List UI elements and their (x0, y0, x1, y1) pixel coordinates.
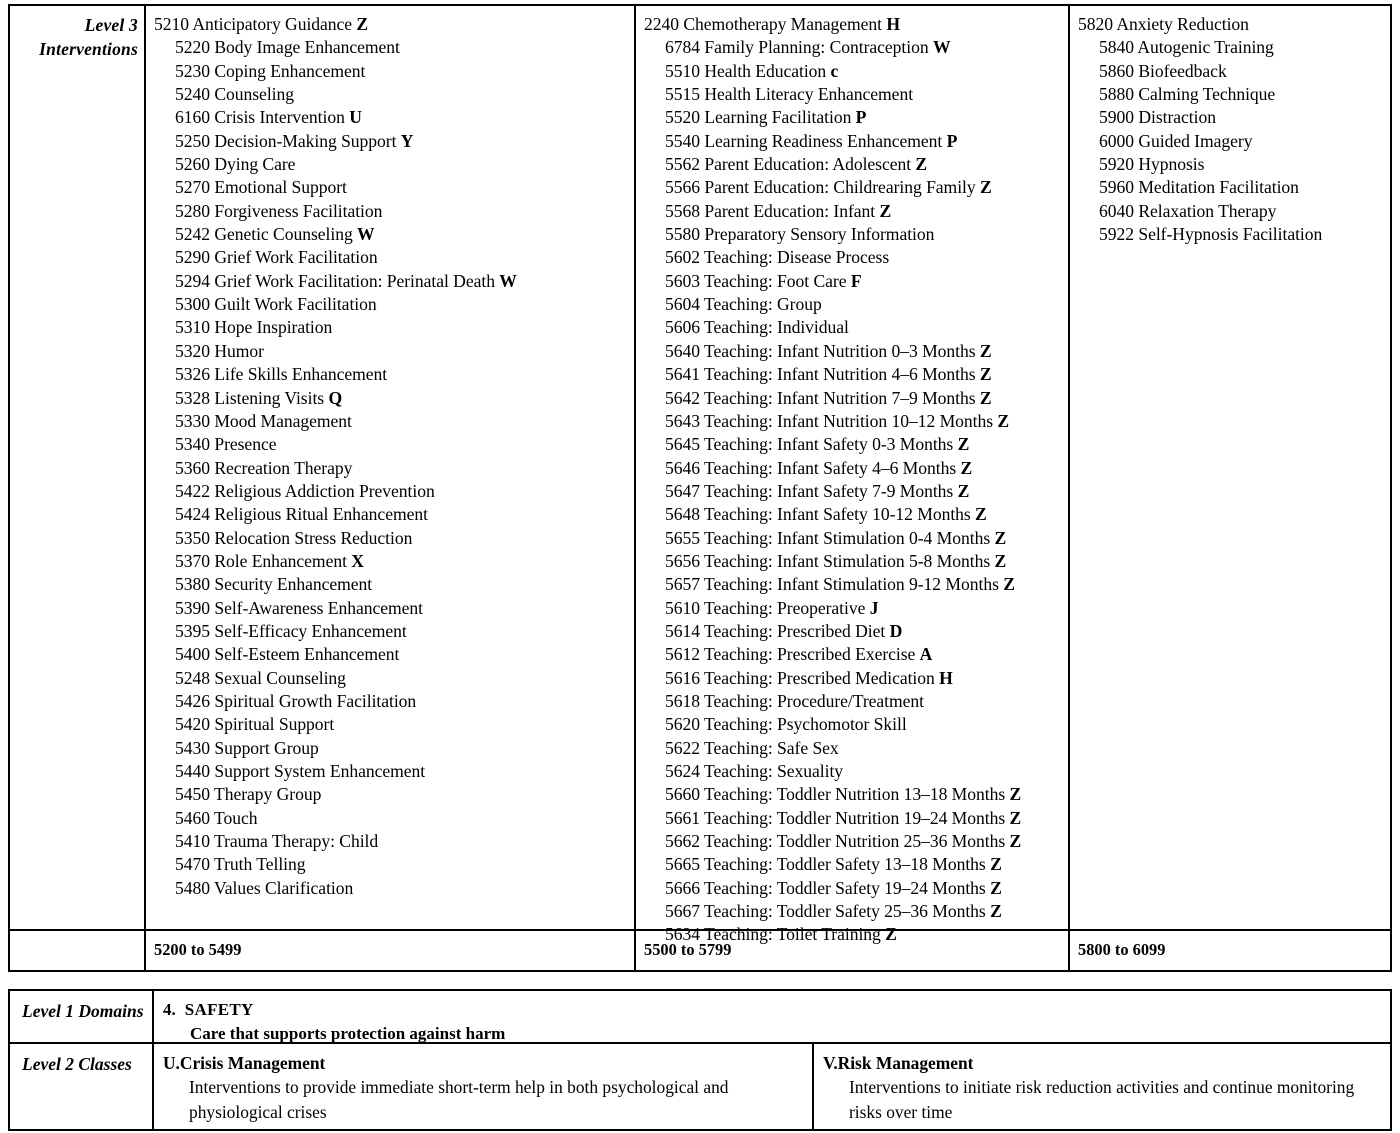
intervention-item (154, 550, 630, 573)
intervention-item (154, 877, 630, 900)
intervention-label: 5340 Presence (175, 434, 277, 455)
intervention-item (644, 853, 1064, 876)
intervention-item (644, 760, 1064, 783)
intervention-item (644, 597, 1064, 620)
intervention-item (154, 293, 630, 316)
intervention-label: 5220 Body Image Enhancement (175, 37, 400, 58)
intervention-class-tag: Z (356, 14, 369, 34)
intervention-label: 5568 Parent Education: Infant (665, 200, 880, 221)
intervention-item (1078, 106, 1386, 129)
intervention-label: 5840 Autogenic Training (1099, 37, 1274, 58)
domain-cell (154, 991, 1390, 1042)
domain-description: Care that supports protection against harm (190, 1024, 506, 1043)
class-v-description: Interventions to initiate risk reduction activities and continue monitoring risks over time (849, 1077, 1355, 1122)
intervention-label: 5426 Spiritual Growth Facilitation (175, 690, 417, 711)
intervention-item (644, 363, 1064, 386)
domain-class-table (8, 989, 1392, 1131)
intervention-item (154, 643, 630, 666)
intervention-item (154, 760, 630, 783)
intervention-item (154, 667, 630, 690)
intervention-item (644, 900, 1064, 923)
intervention-item (644, 200, 1064, 223)
intervention-label: 5350 Relocation Stress Reduction (175, 527, 413, 548)
intervention-item (154, 316, 630, 339)
intervention-label: 5667 Teaching: Toddler Safety 25–36 Months (665, 901, 991, 922)
intervention-item (644, 690, 1064, 713)
class-u-description: Interventions to provide immediate short-term help in both psychological and physiological crises (189, 1077, 729, 1122)
intervention-item (644, 13, 1064, 36)
intervention-class-tag: Z (979, 340, 992, 361)
intervention-item (1078, 153, 1386, 176)
intervention-label: 5430 Support Group (175, 737, 319, 758)
intervention-label: 5370 Role Enhancement (175, 550, 352, 571)
intervention-label: 5920 Hypnosis (1099, 154, 1205, 175)
intervention-class-tag: D (889, 620, 903, 641)
intervention-label: 6040 Relaxation Therapy (1099, 200, 1277, 221)
intervention-class-tag: Z (990, 854, 1002, 875)
intervention-label: 5480 Values Clarification (175, 877, 354, 898)
intervention-item (1078, 60, 1386, 83)
intervention-item (644, 106, 1064, 129)
intervention-item (644, 527, 1064, 550)
intervention-label: 5290 Grief Work Facilitation (175, 247, 378, 268)
intervention-label: 5640 Teaching: Infant Nutrition 0–3 Months (665, 340, 980, 361)
intervention-item (644, 83, 1064, 106)
intervention-item (1078, 176, 1386, 199)
code-range-column-3: 5800 to 6099 (1078, 940, 1166, 959)
intervention-label: 5540 Learning Readiness Enhancement (665, 130, 947, 151)
intervention-label: 5602 Teaching: Disease Process (665, 247, 890, 268)
intervention-item (644, 60, 1064, 83)
intervention-item (644, 36, 1064, 59)
intervention-label: 5648 Teaching: Infant Safety 10-12 Months (665, 504, 976, 525)
class-cell-v (814, 1044, 1390, 1129)
intervention-item (154, 713, 630, 736)
intervention-item (154, 597, 630, 620)
intervention-item (154, 737, 630, 760)
intervention-label: 5310 Hope Inspiration (175, 317, 333, 338)
intervention-item (644, 246, 1064, 269)
intervention-item (644, 737, 1064, 760)
intervention-item (1078, 83, 1386, 106)
intervention-label: 5294 Grief Work Facilitation: Perinatal Death (175, 270, 500, 291)
intervention-label: 5270 Emotional Support (175, 177, 347, 198)
intervention-item (644, 550, 1064, 573)
intervention-item (644, 270, 1064, 293)
intervention-item (154, 573, 630, 596)
intervention-label: 5424 Religious Ritual Enhancement (175, 504, 428, 525)
intervention-label: 5657 Teaching: Infant Stimulation 9-12 Months (665, 574, 1004, 595)
intervention-item (644, 643, 1064, 666)
intervention-class-tag: P (855, 107, 867, 128)
intervention-item (644, 223, 1064, 246)
intervention-item (154, 60, 630, 83)
intervention-label: 6000 Guided Imagery (1099, 130, 1253, 151)
intervention-label: 5562 Parent Education: Adolescent (665, 154, 916, 175)
intervention-item (154, 200, 630, 223)
intervention-item (154, 410, 630, 433)
intervention-item (644, 387, 1064, 410)
intervention-label: 5610 Teaching: Preoperative (665, 597, 870, 618)
intervention-label: 5604 Teaching: Group (665, 294, 822, 315)
intervention-item (154, 246, 630, 269)
intervention-label: 5612 Teaching: Prescribed Exercise (665, 644, 920, 665)
intervention-class-tag: Z (1009, 831, 1022, 852)
intervention-label: 5260 Dying Care (175, 154, 296, 175)
intervention-label: 5300 Guilt Work Facilitation (175, 294, 377, 315)
intervention-class-tag: W (357, 224, 375, 245)
intervention-label: 5661 Teaching: Toddler Nutrition 19–24 Months (665, 807, 1010, 828)
intervention-label: 5622 Teaching: Safe Sex (665, 737, 839, 758)
code-range-column-2: 5500 to 5799 (636, 931, 1070, 970)
intervention-item (644, 480, 1064, 503)
intervention-class-tag: Z (979, 177, 992, 198)
domain-name: SAFETY (184, 1000, 254, 1019)
intervention-label: 5645 Teaching: Infant Safety 0-3 Months (665, 434, 958, 455)
intervention-item (154, 83, 630, 106)
intervention-item (644, 503, 1064, 526)
intervention-class-tag: Z (997, 410, 1010, 431)
intervention-label: 5620 Teaching: Psychomotor Skill (665, 714, 907, 735)
interventions-column-1 (146, 6, 636, 929)
intervention-item (1078, 223, 1386, 246)
intervention-item (154, 783, 630, 806)
intervention-class-tag: Z (1009, 807, 1022, 828)
intervention-item (154, 340, 630, 363)
intervention-item (644, 153, 1064, 176)
intervention-label: 5390 Self-Awareness Enhancement (175, 597, 423, 618)
intervention-class-tag: P (946, 130, 958, 151)
level3-label-line-2: Interventions (39, 38, 138, 59)
level2-classes-row (10, 1044, 1390, 1129)
intervention-label: 5520 Learning Facilitation (665, 107, 856, 128)
intervention-item (154, 13, 630, 36)
intervention-class-tag: W (499, 270, 517, 291)
intervention-label: 6784 Family Planning: Contraception (665, 37, 933, 58)
domain-title (163, 998, 1380, 1022)
intervention-item (644, 807, 1064, 830)
intervention-label: 5960 Meditation Facilitation (1099, 177, 1299, 198)
intervention-label: 5240 Counseling (175, 84, 294, 105)
intervention-label: 5280 Forgiveness Facilitation (175, 200, 383, 221)
intervention-label: 5624 Teaching: Sexuality (665, 761, 844, 781)
class-cell-u (154, 1044, 814, 1129)
intervention-item (154, 830, 630, 853)
level3-row-label (10, 6, 146, 929)
intervention-item (154, 503, 630, 526)
intervention-label: 5666 Teaching: Toddler Safety 19–24 Months (665, 877, 991, 898)
intervention-item (644, 410, 1064, 433)
intervention-class-tag: Z (1009, 784, 1022, 805)
intervention-item (154, 106, 630, 129)
intervention-class-tag: A (919, 644, 933, 665)
intervention-label: 5566 Parent Education: Childrearing Family (665, 177, 980, 198)
intervention-class-tag: J (869, 597, 879, 618)
intervention-label: 5330 Mood Management (175, 410, 352, 431)
intervention-label: 5250 Decision-Making Support (175, 130, 401, 151)
intervention-item (154, 223, 630, 246)
footer-label-spacer (10, 931, 146, 970)
intervention-item (154, 620, 630, 643)
intervention-item (644, 130, 1064, 153)
intervention-item (154, 480, 630, 503)
level3-label-line-1: Level 3 (84, 15, 138, 35)
intervention-item (154, 527, 630, 550)
intervention-class-tag: Z (994, 527, 1007, 548)
intervention-label: 5230 Coping Enhancement (175, 60, 366, 81)
intervention-class-tag: Z (979, 387, 992, 408)
intervention-class-tag: Z (990, 877, 1002, 898)
class-v-title: V.Risk Management (823, 1053, 974, 1073)
intervention-class-tag: Z (957, 480, 970, 501)
level1-domains-label: Level 1 Domains (10, 991, 154, 1042)
intervention-label: 5642 Teaching: Infant Nutrition 7–9 Months (665, 387, 980, 408)
intervention-class-tag: Z (957, 434, 970, 455)
intervention-item (154, 387, 630, 410)
intervention-item (154, 36, 630, 59)
intervention-label: 5400 Self-Esteem Enhancement (175, 644, 400, 665)
intervention-class-tag: F (850, 270, 862, 291)
intervention-label: 5603 Teaching: Foot Care (665, 270, 851, 291)
intervention-class-tag: Y (400, 130, 414, 151)
intervention-label: 5616 Teaching: Prescribed Medication (665, 667, 940, 688)
intervention-label: 5634 Teaching: Toilet Training (665, 924, 886, 945)
intervention-item (154, 130, 630, 153)
intervention-item (644, 316, 1064, 339)
intervention-item (154, 270, 630, 293)
interventions-column-2 (636, 6, 1070, 945)
intervention-class-tag: X (351, 550, 364, 571)
intervention-item (154, 433, 630, 456)
intervention-label: 5922 Self-Hypnosis Facilitation (1099, 224, 1323, 245)
intervention-label: 5820 Anxiety Reduction (1078, 14, 1249, 34)
intervention-item (644, 457, 1064, 480)
intervention-label: 5515 Health Literacy Enhancement (665, 84, 914, 105)
intervention-item (644, 293, 1064, 316)
intervention-label: 5328 Listening Visits (175, 387, 329, 408)
intervention-label: 5460 Touch (175, 807, 258, 828)
intervention-label: 5618 Teaching: Procedure/Treatment (665, 690, 924, 711)
intervention-class-tag: U (349, 107, 362, 128)
intervention-label: 6160 Crisis Intervention (175, 107, 350, 128)
intervention-class-tag: Z (1003, 574, 1015, 595)
intervention-class-tag: H (886, 14, 900, 34)
intervention-item (154, 690, 630, 713)
intervention-item (644, 620, 1064, 643)
intervention-class-tag: Z (960, 457, 973, 478)
interventions-body-row (10, 6, 1390, 945)
intervention-item (154, 807, 630, 830)
intervention-label: 5660 Teaching: Toddler Nutrition 13–18 Months (665, 784, 1010, 805)
intervention-class-tag: c (830, 60, 839, 81)
intervention-label: 5646 Teaching: Infant Safety 4–6 Months (665, 457, 961, 478)
intervention-label: 5662 Teaching: Toddler Nutrition 25–36 Months (665, 831, 1010, 852)
intervention-label: 5580 Preparatory Sensory Information (665, 224, 935, 245)
intervention-item (1078, 36, 1386, 59)
intervention-label: 2240 Chemotherapy Management (644, 14, 887, 34)
intervention-item (154, 363, 630, 386)
intervention-item (644, 176, 1064, 199)
intervention-item (1078, 130, 1386, 153)
intervention-label: 5643 Teaching: Infant Nutrition 10–12 Months (665, 410, 998, 431)
intervention-item (644, 667, 1064, 690)
intervention-item (1078, 13, 1386, 36)
intervention-label: 5210 Anticipatory Guidance (154, 14, 357, 34)
class-u-title: U.Crisis Management (163, 1053, 326, 1073)
level1-domains-row (10, 991, 1390, 1044)
intervention-label: 5422 Religious Addiction Prevention (175, 480, 435, 501)
intervention-label: 5242 Genetic Counseling (175, 224, 358, 245)
intervention-label: 5410 Trauma Therapy: Child (175, 831, 379, 852)
intervention-label: 5440 Support System Enhancement (175, 761, 426, 781)
intervention-label: 5647 Teaching: Infant Safety 7-9 Months (665, 480, 958, 501)
intervention-label: 5665 Teaching: Toddler Safety 13–18 Months (665, 854, 991, 875)
domain-number: 4. (163, 1000, 176, 1019)
intervention-label: 5880 Calming Technique (1099, 84, 1276, 105)
intervention-item (644, 573, 1064, 596)
level3-interventions-table (8, 4, 1392, 972)
intervention-label: 5420 Spiritual Support (175, 714, 335, 735)
intervention-class-tag: W (932, 37, 951, 58)
intervention-label: 5656 Teaching: Infant Stimulation 5-8 Months (665, 550, 995, 571)
intervention-label: 5360 Recreation Therapy (175, 457, 353, 478)
intervention-label: 5606 Teaching: Individual (665, 317, 849, 338)
intervention-item (644, 783, 1064, 806)
code-range-footer-row (10, 931, 1390, 970)
intervention-label: 5655 Teaching: Infant Stimulation 0-4 Months (665, 527, 995, 548)
interventions-column-3 (1070, 6, 1390, 929)
intervention-label: 5900 Distraction (1099, 107, 1216, 128)
intervention-item (154, 457, 630, 480)
intervention-item (644, 877, 1064, 900)
intervention-label: 5450 Therapy Group (175, 784, 322, 805)
intervention-label: 5641 Teaching: Infant Nutrition 4–6 Months (665, 364, 980, 385)
intervention-label: 5510 Health Education (665, 60, 831, 81)
intervention-class-tag: Z (915, 154, 928, 175)
intervention-class-tag: Z (979, 364, 992, 385)
code-range-column-1: 5200 to 5499 (146, 931, 636, 970)
intervention-class-tag: Z (975, 504, 987, 525)
intervention-label: 5380 Security Enhancement (175, 574, 373, 595)
intervention-label: 5470 Truth Telling (175, 854, 306, 875)
intervention-label: 5860 Biofeedback (1099, 60, 1227, 81)
intervention-class-tag: Z (994, 550, 1007, 571)
level2-classes-label: Level 2 Classes (10, 1044, 154, 1129)
intervention-label: 5395 Self-Efficacy Enhancement (175, 620, 407, 641)
intervention-item (644, 433, 1064, 456)
intervention-class-tag: Q (328, 387, 343, 408)
intervention-label: 5326 Life Skills Enhancement (175, 364, 388, 385)
intervention-item (644, 713, 1064, 736)
intervention-item (644, 340, 1064, 363)
intervention-label: 5248 Sexual Counseling (175, 667, 346, 688)
intervention-item (154, 153, 630, 176)
intervention-class-tag: H (939, 667, 953, 688)
intervention-item (154, 853, 630, 876)
intervention-class-tag: Z (879, 200, 892, 221)
intervention-label: 5614 Teaching: Prescribed Diet (665, 620, 890, 641)
intervention-item (644, 830, 1064, 853)
intervention-item (154, 176, 630, 199)
intervention-item (1078, 200, 1386, 223)
intervention-class-tag: Z (885, 924, 897, 945)
intervention-class-tag: Z (990, 901, 1002, 922)
intervention-label: 5320 Humor (175, 340, 264, 361)
